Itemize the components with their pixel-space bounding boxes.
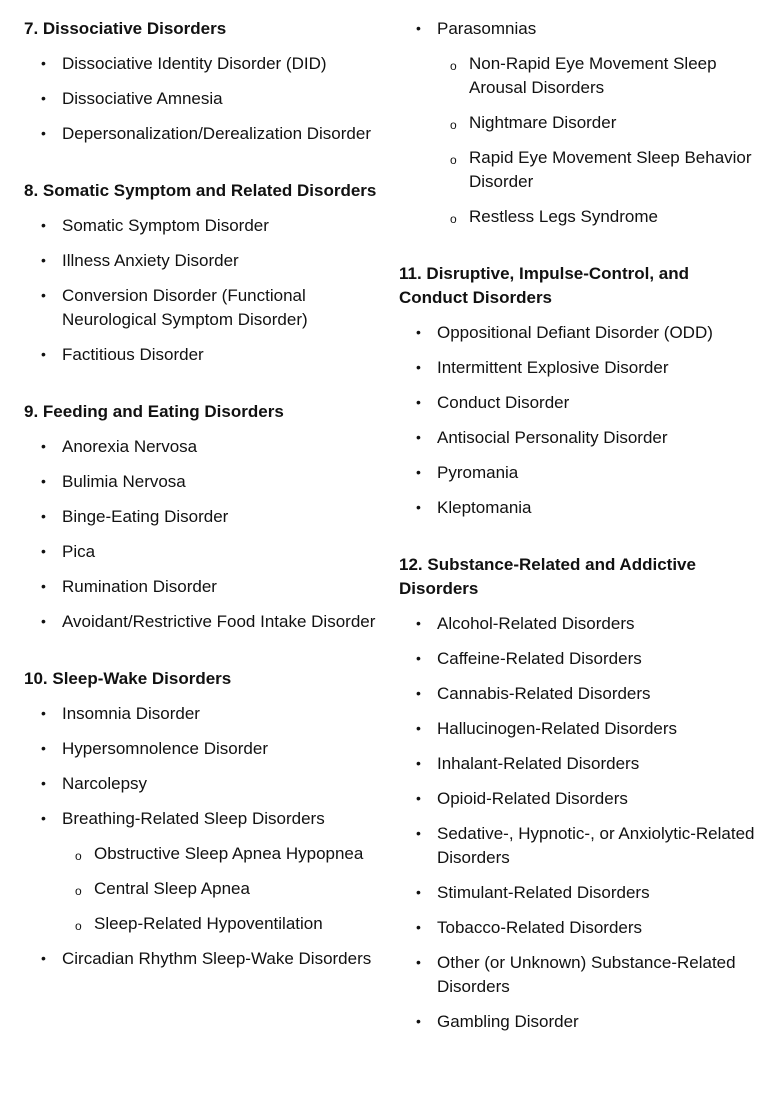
- item-list: [399, 612, 759, 1034]
- bullet-icon: •: [41, 613, 46, 629]
- list-item: • Factitious Disorder: [41, 345, 204, 364]
- list-item: • Pyromania: [416, 463, 519, 482]
- list-item: • Antisocial Personality Disorder: [416, 428, 668, 447]
- section-sleep-wake: [24, 667, 384, 971]
- bullet-icon: •: [41, 287, 46, 303]
- bullet-icon: •: [41, 705, 46, 721]
- bullet-icon: •: [416, 359, 421, 375]
- bullet-icon: •: [416, 954, 421, 970]
- circle-bullet-icon: o: [75, 849, 82, 863]
- section-heading: 7. Dissociative Disorders: [24, 19, 227, 38]
- bullet-icon: •: [416, 650, 421, 666]
- list-item: • Binge-Eating Disorder: [41, 507, 229, 526]
- list-item: • Illness Anxiety Disorder: [41, 251, 239, 270]
- list-item: • Avoidant/Restrictive Food Intake Disorder: [41, 612, 376, 631]
- list-item: • Intermittent Explosive Disorder: [416, 358, 669, 377]
- bullet-icon: •: [416, 394, 421, 410]
- bullet-icon: •: [416, 615, 421, 631]
- bullet-icon: •: [416, 790, 421, 806]
- bullet-icon: •: [41, 55, 46, 71]
- list-item: • Stimulant-Related Disorders: [416, 883, 650, 902]
- sub-list-item: o Non-Rapid Eye Movement Sleep Arousal Disorders: [450, 54, 717, 97]
- bullet-icon: •: [41, 740, 46, 756]
- list-item: • Rumination Disorder: [41, 577, 217, 596]
- bullet-icon: •: [41, 346, 46, 362]
- bullet-icon: •: [416, 720, 421, 736]
- bullet-icon: •: [41, 543, 46, 559]
- left-column: [24, 17, 384, 982]
- bullet-icon: •: [416, 499, 421, 515]
- section-dissociative: [24, 17, 384, 146]
- bullet-icon: •: [41, 473, 46, 489]
- section-sleep-wake-continued: [399, 17, 759, 229]
- section-substance: [399, 553, 759, 1034]
- list-item: • Tobacco-Related Disorders: [416, 918, 643, 937]
- list-item: • Anorexia Nervosa: [41, 437, 198, 456]
- bullet-icon: •: [416, 429, 421, 445]
- sub-list-item: o Obstructive Sleep Apnea Hypopnea: [62, 842, 384, 866]
- sub-list: [437, 52, 759, 229]
- section-heading: 10. Sleep-Wake Disorders: [24, 669, 232, 688]
- bullet-icon: •: [416, 464, 421, 480]
- list-item: • Depersonalization/Derealization Disorder: [41, 124, 371, 143]
- list-item: • Breathing-Related Sleep Disorders o Obstructive Sleep Apnea Hypopnea o Central Sleep Apnea o Sleep-Related Hypoventilation: [24, 807, 384, 936]
- item-list: [399, 321, 759, 520]
- list-item: • Alcohol-Related Disorders: [416, 614, 635, 633]
- list-item: • Somatic Symptom Disorder: [41, 216, 269, 235]
- bullet-icon: •: [416, 825, 421, 841]
- list-item: • Circadian Rhythm Sleep-Wake Disorders: [41, 949, 372, 968]
- circle-bullet-icon: o: [450, 153, 457, 167]
- bullet-icon: •: [41, 810, 46, 826]
- list-item: • Dissociative Identity Disorder (DID): [41, 54, 327, 73]
- circle-bullet-icon: o: [75, 919, 82, 933]
- item-list: [24, 702, 384, 971]
- right-column: [399, 17, 759, 1045]
- circle-bullet-icon: o: [450, 118, 457, 132]
- item-list: [24, 52, 384, 146]
- list-item: • Bulimia Nervosa: [41, 472, 186, 491]
- section-heading: 8. Somatic Symptom and Related Disorders: [24, 181, 377, 200]
- bullet-icon: •: [416, 919, 421, 935]
- bullet-icon: •: [41, 125, 46, 141]
- section-feeding: [24, 400, 384, 634]
- sub-list-item: o Sleep-Related Hypoventilation: [62, 912, 384, 936]
- sub-list-item: o Central Sleep Apnea: [62, 877, 384, 901]
- list-item: • Insomnia Disorder: [41, 704, 200, 723]
- sub-list: [62, 842, 384, 936]
- bullet-icon: •: [41, 508, 46, 524]
- list-item: • Pica: [41, 542, 96, 561]
- list-item: • Dissociative Amnesia: [41, 89, 223, 108]
- circle-bullet-icon: o: [450, 212, 457, 226]
- bullet-icon: •: [416, 1013, 421, 1029]
- sub-list-item: o Rapid Eye Movement Sleep Behavior Disorder: [450, 148, 752, 191]
- item-list: [24, 435, 384, 634]
- list-item: • Hypersomnolence Disorder: [41, 739, 268, 758]
- list-item: • Kleptomania: [416, 498, 532, 517]
- section-heading: 9. Feeding and Eating Disorders: [24, 402, 284, 421]
- bullet-icon: •: [41, 90, 46, 106]
- list-item: • Sedative-, Hypnotic-, or Anxiolytic-Related Disorders: [416, 824, 755, 867]
- bullet-icon: •: [41, 217, 46, 233]
- list-item: • Narcolepsy: [41, 774, 148, 793]
- bullet-icon: •: [41, 578, 46, 594]
- list-item: • Conversion Disorder (Functional Neurological Symptom Disorder): [41, 286, 308, 329]
- section-disruptive: [399, 262, 759, 520]
- list-item: • Gambling Disorder: [416, 1012, 579, 1031]
- item-list: [24, 214, 384, 367]
- list-item: • Parasomnias o Non-Rapid Eye Movement Sleep Arousal Disorders o Nightmare Disorder o Rapid Eye Movement Sleep Behavior Disorder o Restless Legs Syndrome: [399, 17, 759, 229]
- bullet-icon: •: [41, 438, 46, 454]
- sub-list-item: o Nightmare Disorder: [437, 111, 759, 135]
- list-item: • Caffeine-Related Disorders: [416, 649, 642, 668]
- bullet-icon: •: [41, 950, 46, 966]
- section-heading: 11. Disruptive, Impulse-Control, and Conduct Disorders: [399, 264, 689, 307]
- bullet-icon: •: [416, 20, 421, 36]
- bullet-icon: •: [41, 775, 46, 791]
- list-item: • Other (or Unknown) Substance-Related Disorders: [416, 953, 736, 996]
- list-item: • Hallucinogen-Related Disorders: [416, 719, 678, 738]
- bullet-icon: •: [416, 324, 421, 340]
- circle-bullet-icon: o: [450, 59, 457, 73]
- sub-list-item: o Restless Legs Syndrome: [437, 205, 759, 229]
- circle-bullet-icon: o: [75, 884, 82, 898]
- list-item: • Conduct Disorder: [416, 393, 570, 412]
- list-item: • Cannabis-Related Disorders: [416, 684, 651, 703]
- section-somatic: [24, 179, 384, 367]
- list-item: • Oppositional Defiant Disorder (ODD): [416, 323, 713, 342]
- bullet-icon: •: [416, 884, 421, 900]
- bullet-icon: •: [416, 755, 421, 771]
- item-list: [399, 17, 759, 229]
- bullet-icon: •: [416, 685, 421, 701]
- list-item: • Inhalant-Related Disorders: [416, 754, 640, 773]
- bullet-icon: •: [41, 252, 46, 268]
- list-item: • Opioid-Related Disorders: [416, 789, 628, 808]
- section-heading: 12. Substance-Related and Addictive Disorders: [399, 555, 696, 598]
